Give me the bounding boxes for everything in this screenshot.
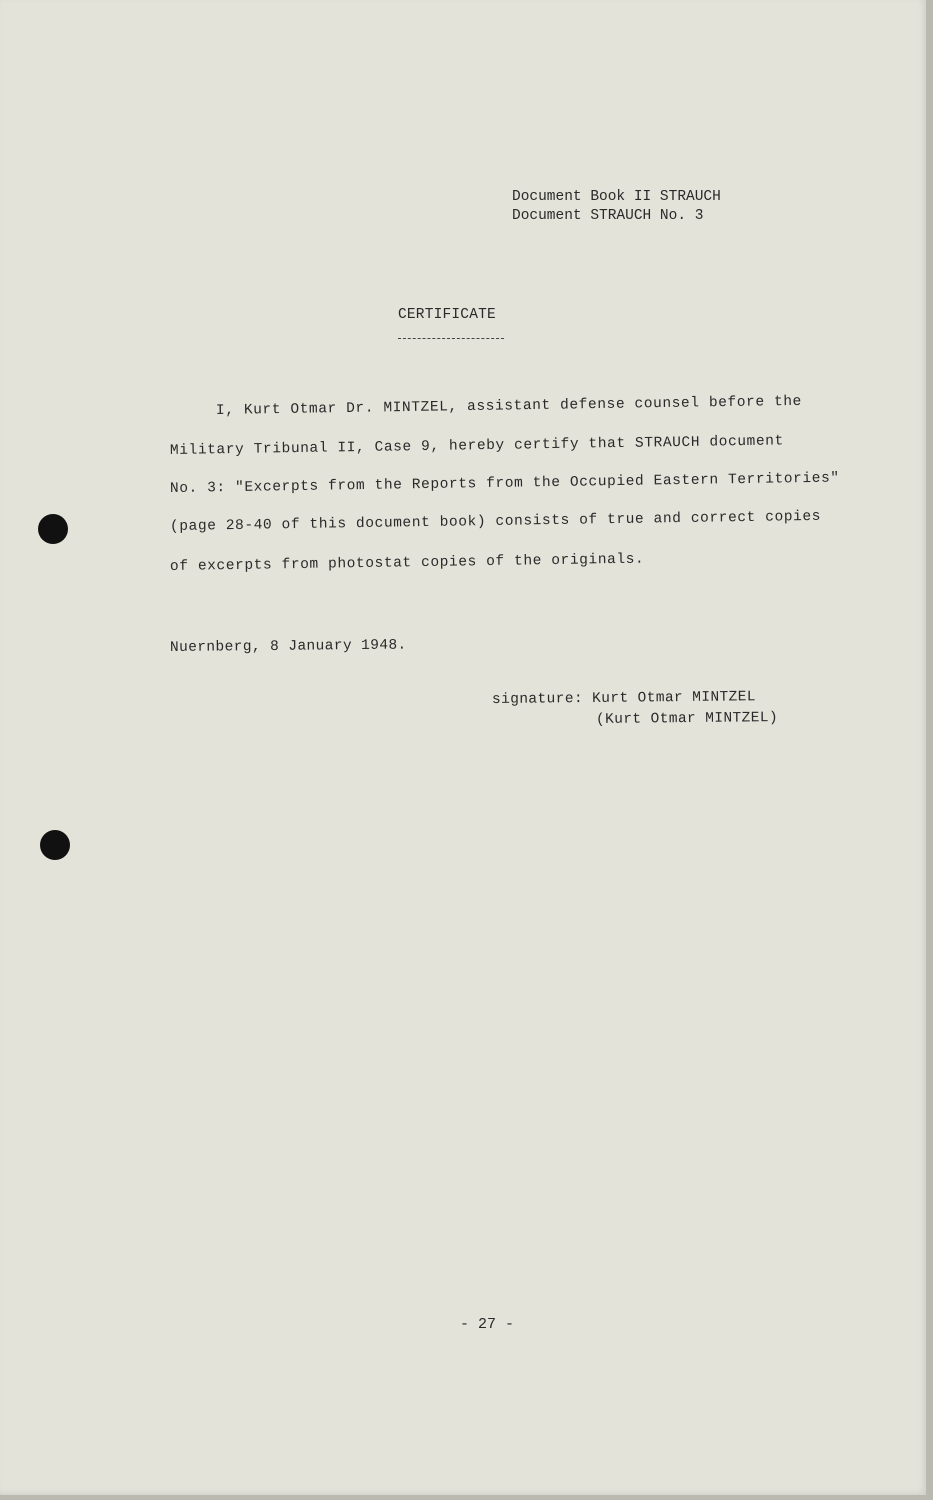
page-edge-right <box>926 0 933 1500</box>
header-line-book: Document Book II STRAUCH <box>512 189 721 205</box>
body-line-5: of excerpts from photostat copies of the originals. <box>169 551 645 575</box>
page-number: - 27 - <box>460 1316 515 1333</box>
signature-name-typed: (Kurt Otmar MINTZEL) <box>595 710 779 728</box>
title-underline <box>398 338 504 339</box>
body-line-4: (page 28-40 of this document book) consists of true and correct copies <box>169 508 822 535</box>
certificate-title: CERTIFICATE <box>398 307 496 323</box>
page-edge-bottom <box>0 1495 933 1500</box>
signature-line: signature: Kurt Otmar MINTZEL <box>491 689 757 708</box>
punch-hole-bottom <box>40 830 70 860</box>
place-and-date: Nuernberg, 8 January 1948. <box>169 637 407 656</box>
body-line-3: No. 3: "Excerpts from the Reports from the Occupied Eastern Territories" <box>169 470 840 497</box>
body-line-1: I, Kurt Otmar Dr. MINTZEL, assistant defense counsel before the <box>215 393 803 419</box>
document-header <box>512 188 721 226</box>
body-line-2: Military Tribunal II, Case 9, hereby certify that STRAUCH document <box>169 433 784 459</box>
punch-hole-top <box>38 514 68 544</box>
header-line-document: Document STRAUCH No. 3 <box>512 208 704 224</box>
